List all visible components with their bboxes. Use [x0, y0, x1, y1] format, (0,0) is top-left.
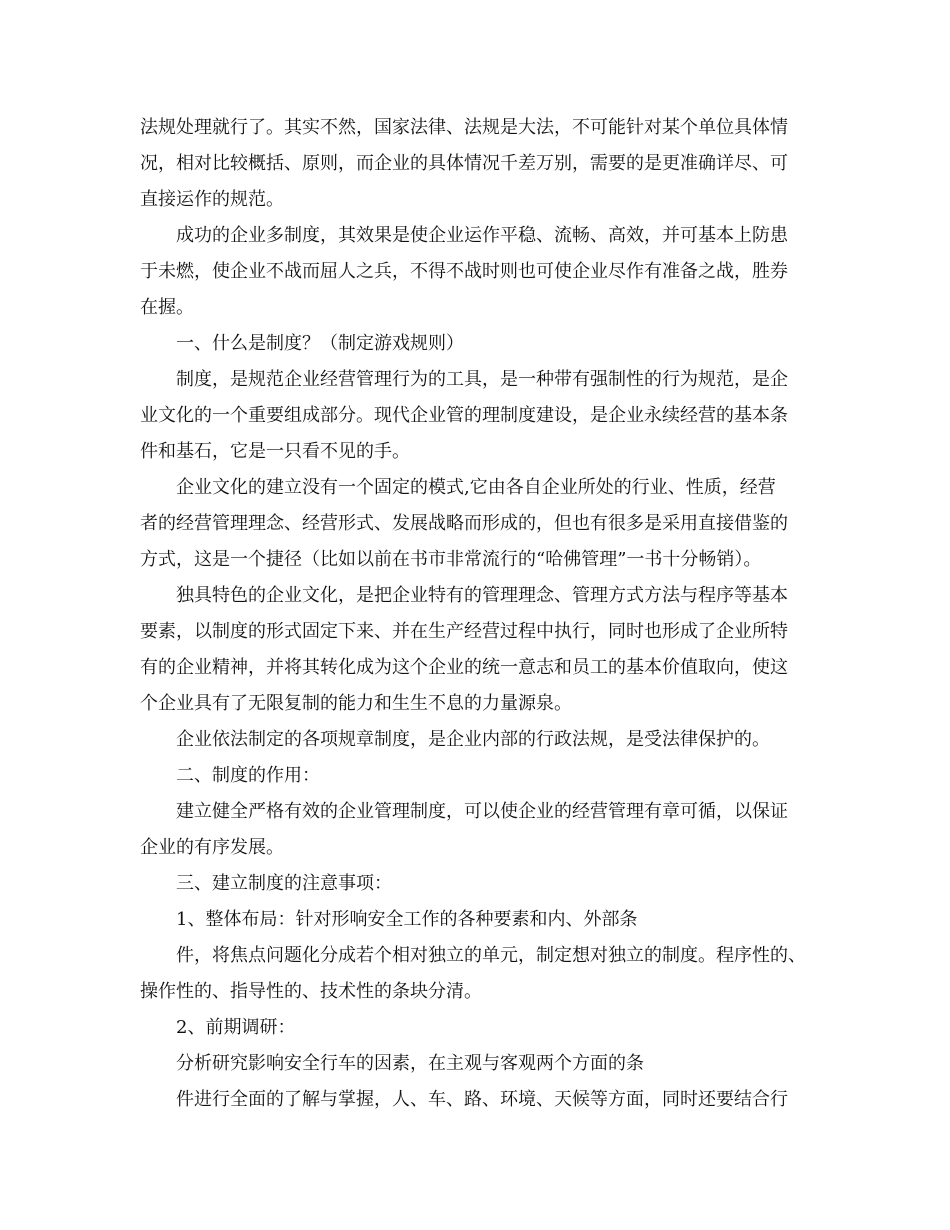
text-line: 分析研究影响安全行车的因素，在主观与客观两个方面的条	[176, 1053, 644, 1074]
text-line: 独具特色的企业文化，是把企业特有的管理理念、管理方式方法与程序等基本	[176, 585, 788, 606]
text-line: 于未燃，使企业不战而屈人之兵，不得不战时则也可使企业尽作有准备之战，胜券	[140, 261, 788, 282]
text-line: 者的经营管理理念、经营形式、发展战略而形成的，但也有很多是采用直接借鉴的	[140, 513, 788, 534]
text-line: 件和基石，它是一只看不见的手。	[140, 441, 410, 462]
text-line: 况，相对比较概括、原则，而企业的具体情况千差万别，需要的是更准确详尽、可	[140, 153, 788, 174]
text-line: 法规处理就行了。其实不然，国家法律、法规是大法，不可能针对某个单位具体情	[140, 117, 788, 138]
text-line: 建立健全严格有效的企业管理制度，可以使企业的经营管理有章可循，以保证	[176, 801, 788, 822]
text-line: 有的企业精神，并将其转化成为这个企业的统一意志和员工的基本价值取向，使这	[140, 657, 788, 678]
text-line: 成功的企业多制度，其效果是使企业运作平稳、流畅、高效，并可基本上防患	[176, 225, 788, 246]
text-line: 在握。	[140, 297, 194, 318]
text-line: 企业的有序发展。	[140, 837, 284, 858]
section-heading: 一、什么是制度？（制定游戏规则）	[176, 333, 464, 354]
text-line: 业文化的一个重要组成部分。现代企业管的理制度建设，是企业永续经营的基本条	[140, 405, 788, 426]
text-line: 操作性的、指导性的、技术性的条块分清。	[140, 981, 482, 1002]
text-line: 直接运作的规范。	[140, 189, 284, 210]
text-line: 方式，这是一个捷径（比如以前在书市非常流行的“哈佛管理”一书十分畅销）。	[140, 549, 762, 570]
text-line: 企业文化的建立没有一个固定的模式,它由各自企业所处的行业、性质，经营	[176, 477, 776, 498]
text-line: 件，将焦点问题化分成若个相对独立的单元，制定想对独立的制度。程序性的、	[176, 945, 806, 966]
section-heading: 二、制度的作用：	[176, 765, 320, 786]
text-line: 要素，以制度的形式固定下来、并在生产经营过程中执行，同时也形成了企业所特	[140, 621, 788, 642]
text-line: 企业依法制定的各项规章制度，是企业内部的行政法规，是受法律保护的。	[176, 729, 770, 750]
text-line: 1、整体布局：针对形响安全工作的各种要素和内、外部条	[176, 909, 638, 930]
text-line: 2、前期调研：	[176, 1017, 296, 1038]
section-heading: 三、建立制度的注意事项：	[176, 873, 392, 894]
text-line: 件进行全面的了解与掌握，人、车、路、环境、天候等方面，同时还要结合行	[176, 1089, 788, 1110]
text-line: 制度，是规范企业经营管理行为的工具，是一种带有强制性的行为规范，是企	[176, 369, 788, 390]
text-line: 个企业具有了无限复制的能力和生生不息的力量源泉。	[140, 693, 572, 714]
